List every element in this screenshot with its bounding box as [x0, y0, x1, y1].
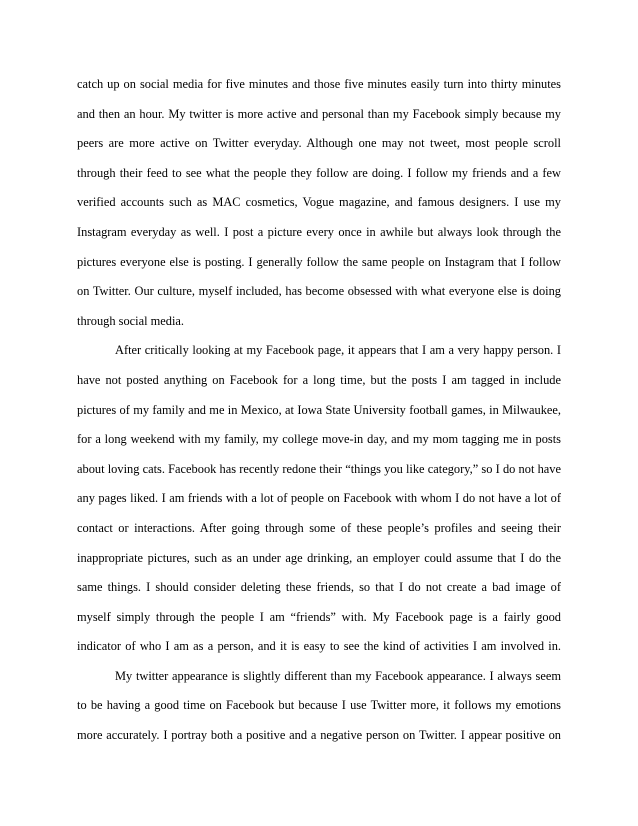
- paragraph-line: same things. I should consider deleting these friends, so that I do not create a bad image of: [77, 580, 561, 595]
- paragraph-line: have not posted anything on Facebook for a long time, but the posts I am tagged in include: [77, 372, 561, 387]
- paragraph-line: more accurately. I portray both a positive and a negative person on Twitter. I appear positive on: [77, 728, 561, 743]
- paragraph-line: catch up on social media for five minutes and those five minutes easily turn into thirty minutes: [77, 77, 561, 91]
- paragraph-line: myself simply through the people I am “friends” with. My Facebook page is a fairly good: [77, 609, 561, 624]
- paragraph-last-line: through social media.: [77, 313, 185, 328]
- paragraph-line: any pages liked. I am friends with a lot of people on Facebook with whom I do not have a lot of: [77, 491, 561, 506]
- paragraph-line: to be having a good time on Facebook but because I use Twitter more, it follows my emotions: [77, 698, 561, 713]
- paragraph-line: Instagram everyday as well. I post a picture every once in awhile but always look through the: [77, 224, 561, 239]
- paragraph-line: for a long weekend with my family, my college move-in day, and my mom tagging me in posts: [77, 432, 561, 447]
- paragraph-line: through their feed to see what the people they follow are doing. I follow my friends and a few: [77, 165, 561, 180]
- paragraph-line: inappropriate pictures, such as an under age drinking, an employer could assume that I do the: [77, 550, 561, 565]
- paragraph-line: about loving cats. Facebook has recently redone their “things you like category,” so I do not have: [77, 461, 561, 476]
- paragraph-first-line: After critically looking at my Facebook page, it appears that I am a very happy person. I: [115, 343, 561, 358]
- paragraph-line: on Twitter. Our culture, myself included, has become obsessed with what everyone else is doing: [77, 284, 561, 299]
- paragraph-line: pictures of my family and me in Mexico, at Iowa State University football games, in Milwaukee,: [77, 402, 561, 417]
- paragraph-line: verified accounts such as MAC cosmetics, Vogue magazine, and famous designers. I use my: [77, 195, 561, 210]
- paragraph-line: and then an hour. My twitter is more active and personal than my Facebook simply because my: [77, 106, 561, 121]
- paragraph-line: indicator of who I am as a person, and it is easy to see the kind of activities I am involved in.: [77, 639, 561, 654]
- essay-body: [77, 70, 561, 751]
- paragraph-line: pictures everyone else is posting. I generally follow the same people on Instagram that I follow: [77, 254, 561, 269]
- paragraph-line: contact or interactions. After going through some of these people’s profiles and seeing their: [77, 520, 561, 535]
- paragraph-line: peers are more active on Twitter everyday. Although one may not tweet, most people scroll: [77, 136, 561, 151]
- paragraph-first-line: My twitter appearance is slightly different than my Facebook appearance. I always seem: [115, 668, 561, 683]
